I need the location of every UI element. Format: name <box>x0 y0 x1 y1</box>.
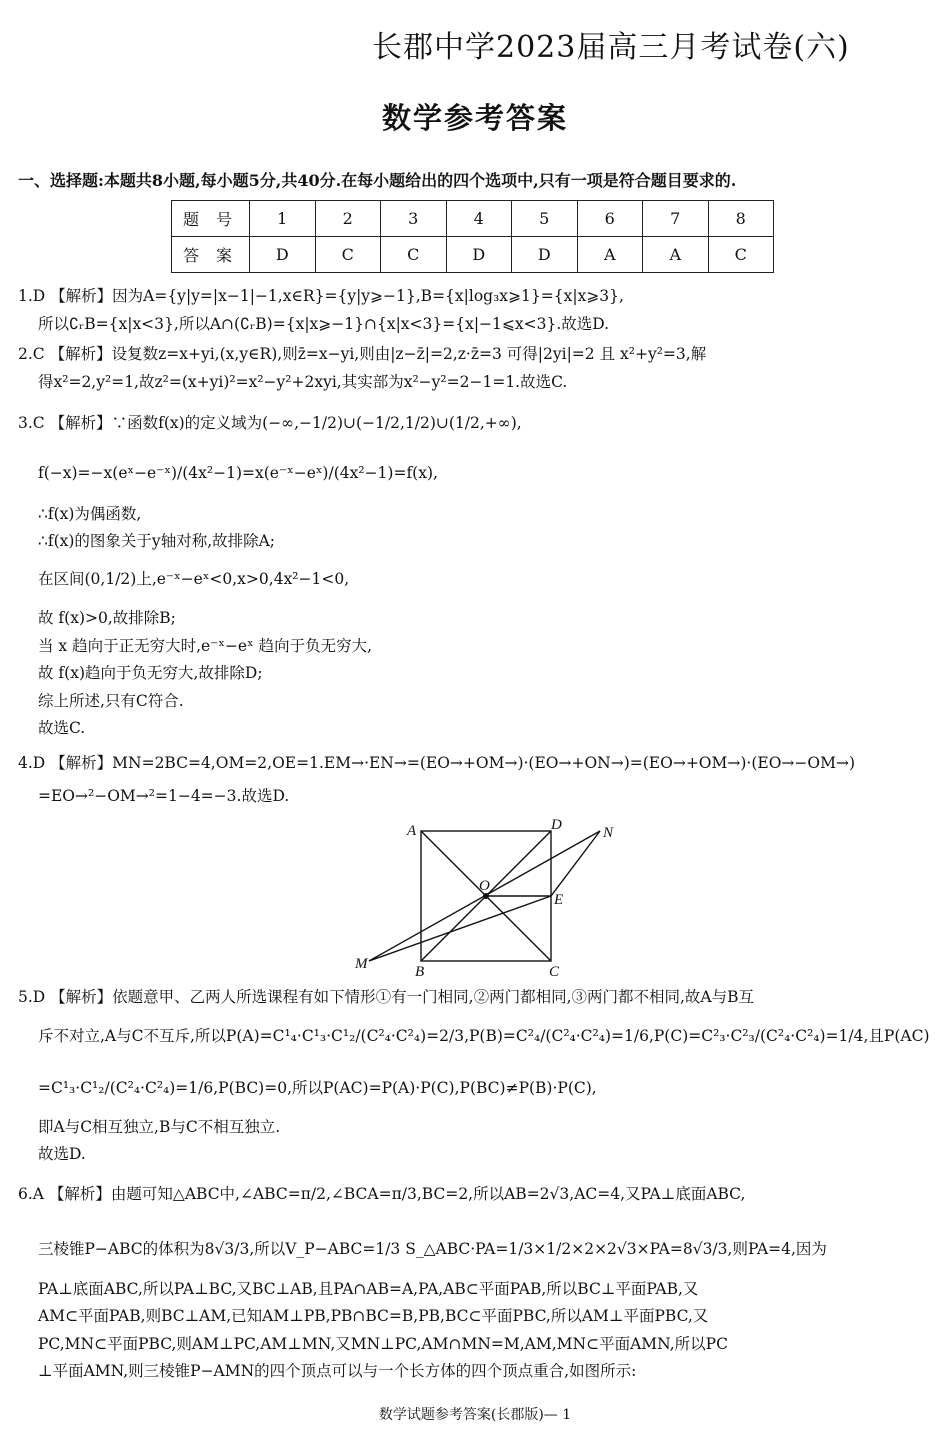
solution-line: 3.C 【解析】∵函数f(x)的定义域为(−∞,−1/2)∪(−1/2,1/2)∪(1/2,+∞), <box>18 414 522 432</box>
point-label-d: D <box>551 817 562 833</box>
answer-cell: C <box>381 237 447 273</box>
solution-line: =C¹₃·C¹₂/(C²₄·C²₄)=1/6,P(BC)=0,所以P(AC)=P(A)·P(C),P(BC)≠P(B)·P(C), <box>38 1079 597 1097</box>
question-number: 7 <box>643 201 709 237</box>
question-number: 5 <box>512 201 578 237</box>
answer-cell: A <box>643 237 709 273</box>
point-label-o: O <box>479 878 490 894</box>
square-vector-figure <box>345 815 625 980</box>
solution-line: 斥不对立,A与C不互斥,所以P(A)=C¹₄·C¹₃·C¹₂/(C²₄·C²₄)=2/3,P(B)=C²₄/(C²₄·C²₄)=1/6,P(C)=C²₃·C²₃/(C²₄·C²₄)=1/4,且P(AC) <box>38 1027 930 1045</box>
table-row <box>172 201 774 237</box>
answer-cell: D <box>446 237 512 273</box>
page-title: 数学参考答案 <box>381 101 568 135</box>
solution-line: 即A与C相互独立,B与C不相互独立. <box>38 1118 281 1136</box>
question-number: 6 <box>577 201 643 237</box>
row-label: 答 案 <box>172 237 250 273</box>
question-number: 2 <box>315 201 381 237</box>
solution-line: 6.A 【解析】由题可知△ABC中,∠ABC=π/2,∠BCA=π/3,BC=2,所以AB=2√3,AC=4,又PA⊥底面ABC, <box>18 1185 746 1203</box>
question-number: 4 <box>446 201 512 237</box>
solution-line: 故 f(x)>0,故排除B; <box>38 609 176 627</box>
solution-line: f(−x)=−x(eˣ−e⁻ˣ)/(4x²−1)=x(e⁻ˣ−eˣ)/(4x²−1)=f(x), <box>38 464 438 482</box>
answer-cell: D <box>250 237 316 273</box>
question-number: 3 <box>381 201 447 237</box>
point-label-b: B <box>415 964 425 980</box>
solution-line: 综上所述,只有C符合. <box>38 692 184 710</box>
point-label-m: M <box>355 956 368 972</box>
solution-line: 4.D 【解析】MN=2BC=4,OM=2,OE=1.EM→·EN→=(EO→+OM→)·(EO→+ON→)=(EO→+OM→)·(EO→−OM→) <box>18 754 856 772</box>
point-label-c: C <box>549 964 560 980</box>
answer-cell: D <box>512 237 578 273</box>
section-heading: 一、选择题:本题共8小题,每小题5分,共40分.在每小题给出的四个选项中,只有一项是符合题目要求的. <box>18 171 737 190</box>
exam-header: 长郡中学2023届高三月考试卷(六) <box>372 30 850 65</box>
solution-line: =EO→²−OM→²=1−4=−3.故选D. <box>38 787 290 805</box>
solution-line: ⊥平面AMN,则三棱锥P−AMN的四个顶点可以与一个长方体的四个顶点重合,如图所示: <box>38 1362 637 1380</box>
page-footer: 数学试题参考答案(长郡版)— 1 <box>378 1407 572 1423</box>
solution-line: ∴f(x)的图象关于y轴对称,故排除A; <box>38 532 276 550</box>
solution-line: 在区间(0,1/2)上,e⁻ˣ−eˣ<0,x>0,4x²−1<0, <box>38 570 350 588</box>
row-label: 题 号 <box>172 201 250 237</box>
solution-line: 故选D. <box>38 1145 86 1163</box>
solution-line: 5.D 【解析】依题意甲、乙两人所选课程有如下情形①有一门相同,②两门都相同,③两门都不相同,故A与B互 <box>18 988 755 1006</box>
question-number: 8 <box>708 201 774 237</box>
point-label-e: E <box>554 892 564 908</box>
answer-cell: A <box>577 237 643 273</box>
question-number: 1 <box>250 201 316 237</box>
segment-ne <box>551 831 600 896</box>
segment-me <box>369 896 551 961</box>
solution-line: 得x²=2,y²=1,故z²=(x+yi)²=x²−y²+2xyi,其实部为x²−y²=2−1=1.故选C. <box>38 373 568 391</box>
solution-line: PC,MN⊂平面PBC,则AM⊥PC,AM⊥MN,又MN⊥PC,AM∩MN=M,AM,MN⊂平面AMN,所以PC <box>38 1335 728 1353</box>
solution-line: ∴f(x)为偶函数, <box>38 505 142 523</box>
answer-table <box>171 200 774 273</box>
solution-line: 当 x 趋向于正无穷大时,e⁻ˣ−eˣ 趋向于负无穷大, <box>38 637 373 655</box>
solution-line: PA⊥底面ABC,所以PA⊥BC,又BC⊥AB,且PA∩AB=A,PA,AB⊂平面PAB,所以BC⊥平面PAB,又 <box>38 1280 699 1298</box>
solution-line: 三棱锥P−ABC的体积为8√3/3,所以V_P−ABC=1/3 S_△ABC·PA=1/3×1/2×2×2√3×PA=8√3/3,则PA=4,因为 <box>38 1240 827 1258</box>
answer-cell: C <box>708 237 774 273</box>
point-label-a: A <box>407 823 417 839</box>
point-label-n: N <box>603 825 614 841</box>
solution-line: 1.D 【解析】因为A={y|y=|x−1|−1,x∈R}={y|y⩾−1},B={x|log₃x⩾1}={x|x⩾3}, <box>18 287 624 305</box>
table-row <box>172 237 774 273</box>
solution-line: 2.C 【解析】设复数z=x+yi,(x,y∈R),则z̄=x−yi,则由|z−z̄|=2,z·z̄=3 可得|2yi|=2 且 x²+y²=3,解 <box>18 345 707 363</box>
solution-line: 故 f(x)趋向于负无穷大,故排除D; <box>38 664 263 682</box>
solution-line: 所以∁ᵣB={x|x<3},所以A∩(∁ᵣB)={x|x⩾−1}∩{x|x<3}={x|−1⩽x<3}.故选D. <box>38 315 610 333</box>
solution-line: 故选C. <box>38 719 86 737</box>
solution-line: AM⊂平面PAB,则BC⊥AM,已知AM⊥PB,PB∩BC=B,PB,BC⊂平面PBC,所以AM⊥平面PBC,又 <box>38 1307 709 1325</box>
answer-cell: C <box>315 237 381 273</box>
